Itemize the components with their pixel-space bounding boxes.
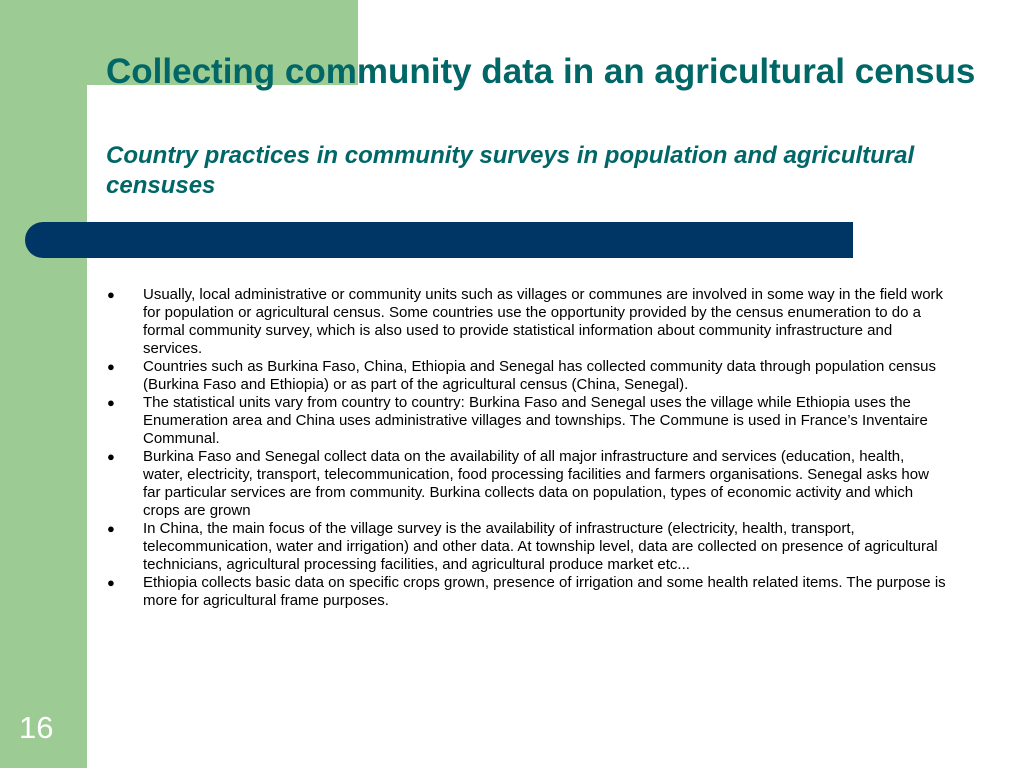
bullet-text: Burkina Faso and Senegal collect data on the availability of all major infrastructure and services (education, health, water, electricity, transport, telecommunication, food processing facilities and farmers organisations. Senegal asks how far particular services are from community. Burkina collects data on population, types of economic activity and which crops are grown [143,448,929,519]
bullet-item [106,358,946,394]
bullet-text: Countries such as Burkina Faso, China, Ethiopia and Senegal has collected community data through population census (Burkina Faso and Ethiopia) or as part of the agricultural census (China, Senegal). [143,358,936,393]
bullet-item [106,286,946,358]
bullet-marker-icon: ● [107,395,115,410]
green-sidebar [0,0,87,768]
bullet-marker-icon: ● [107,359,115,374]
bullet-text: In China, the main focus of the village survey is the availability of infrastructure (electricity, health, transport, telecommunication, water and irrigation) and other data. At township level, data are collected on presence of agricultural technicians, agricultural processing facilities, and agricultural produce market etc... [143,520,938,573]
bullet-text: Usually, local administrative or community units such as villages or communes are involved in some way in the field work for population or agricultural census. Some countries use the opportunity provided by the census enumeration to do a formal community survey, which is also used to provide statistical information about community infrastructure and services. [143,286,944,357]
bullet-item [106,394,946,448]
bullet-marker-icon: ● [107,287,115,302]
bullet-marker-icon: ● [107,575,115,590]
bullet-item [106,574,946,610]
page-number: 16 [19,710,54,745]
slide-subtitle: Country practices in community surveys in population and agricultural censuses [106,142,915,199]
bullet-text: Ethiopia collects basic data on specific crops grown, presence of irrigation and some health related items. The purpose is more for agricultural frame purposes. [143,574,946,609]
slide-title: Collecting community data in an agricultural census [106,52,976,91]
bullet-item [106,520,946,574]
bullet-text: The statistical units vary from country to country: Burkina Faso and Senegal uses the village while Ethiopia uses the Enumeration area and China uses administrative villages and townships. The Commune is used in France’s Inventaire Communal. [143,394,928,447]
bullet-item [106,448,946,520]
bullet-marker-icon: ● [107,521,115,536]
divider-bar [25,222,853,258]
bullet-marker-icon: ● [107,449,115,464]
bullet-list [106,286,946,610]
